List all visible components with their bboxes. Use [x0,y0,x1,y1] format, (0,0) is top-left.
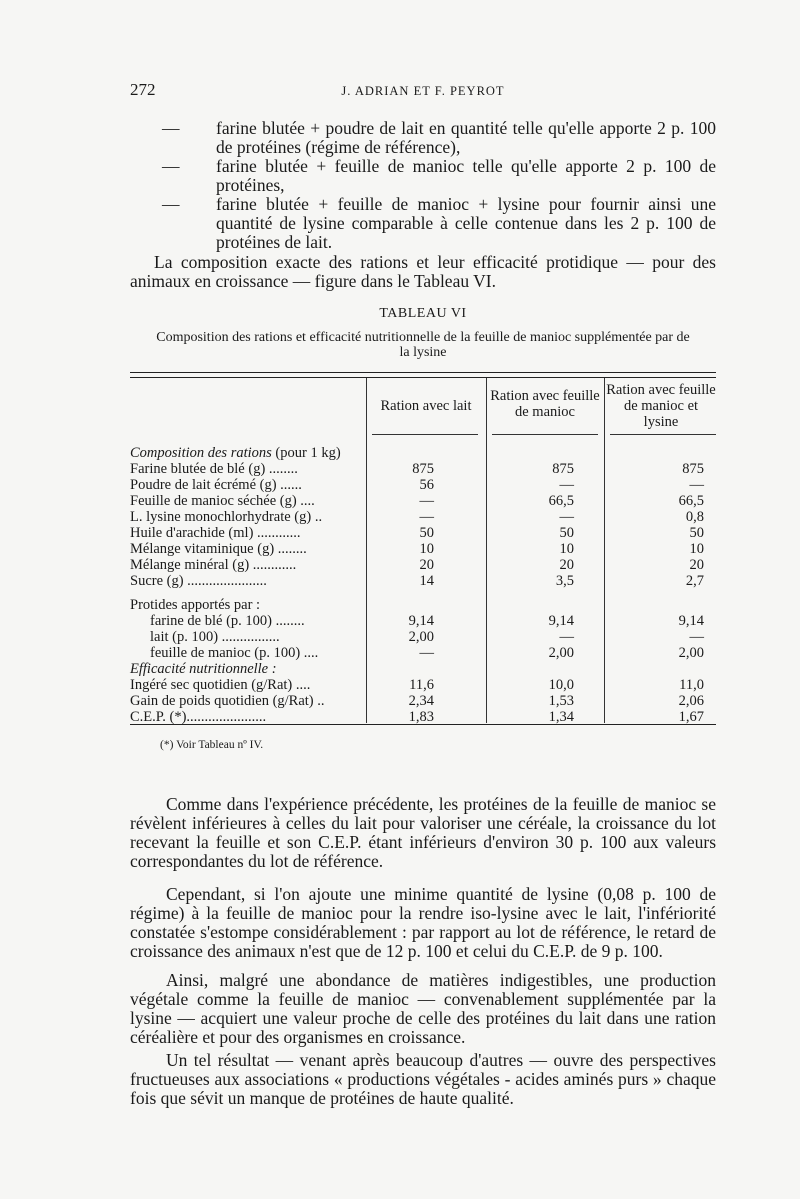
table-footnote: (*) Voir Tableau nº IV. [160,739,264,751]
page-number: 272 [130,80,156,99]
section-heading: Efficacité nutritionnelle : [130,661,277,677]
paragraph: Cependant, si l'on ajoute une minime quantité de lysine (0,08 p. 100 de régime) à la feuille de manioc pour la rendre iso-lysine avec le lait, l'infériorité constatée s'estompe considérablement : par rapport au lot de référence, le retard de croissance des animaux n'est que de 12 p. 100 et celui du C.E.P. de 9 p. 100. [130,884,716,961]
section-heading: Protides apportés par : [130,597,261,613]
diet-list [130,119,716,252]
table-row: Feuille de manioc séchée (g) .... — 66,5 66,5 [130,493,704,509]
running-title: J. ADRIAN ET F. PEYROT [341,84,505,98]
table-top-rule-thin [130,377,716,378]
paragraph: Un tel résultat — venant après beaucoup d'autres — ouvre des perspectives fructueuses aux associations « productions végétales - acides aminés purs » chaque fois que sévit un manque de protéines de haute qualité. [130,1050,716,1108]
list-item: — farine blutée + poudre de lait en quantité telle qu'elle apporte 2 p. 100 de protéines (régime de référence), [162,118,716,157]
table-row: C.E.P. (*)...................... 1,83 1,34 1,67 [130,709,704,725]
intro-paragraph: La composition exacte des rations et leur efficacité protidique — pour des animaux en croissance — figure dans le Tableau VI. [130,252,716,291]
header-underline [372,434,478,435]
table-title: TABLEAU VI [379,306,467,321]
table-row: Sucre (g) ...................... 14 3,5 2,7 [130,573,704,589]
section-heading: Composition des rations (pour 1 kg) [130,445,341,461]
table-row: Poudre de lait écrémé (g) ...... 56 — — [130,477,704,493]
header-underline [610,434,716,435]
table-row: feuille de manioc (p. 100) .... — 2,00 2,00 [150,645,704,661]
table-row: Gain de poids quotidien (g/Rat) .. 2,34 1,53 2,06 [130,693,704,709]
table-row: L. lysine monochlorhydrate (g) .. — — 0,8 [130,509,704,525]
list-item: — farine blutée + feuille de manioc telle qu'elle apporte 2 p. 100 de protéines, [162,156,716,195]
table-bottom-rule [130,724,716,725]
table-row: Ingéré sec quotidien (g/Rat) .... 11,6 10,0 11,0 [130,677,704,693]
table-row: farine de blé (p. 100) ........ 9,14 9,14 9,14 [150,613,704,629]
table-row: Huile d'arachide (ml) ............ 50 50 50 [130,525,704,541]
paragraph: Ainsi, malgré une abondance de matières indigestibles, une production végétale comme la feuille de manioc — convenablement supplémentée par la lysine — acquiert une valeur proche de celle des protéines du lait dans une ration céréalière et pour des organismes en croissance. [130,970,716,1047]
paragraph: Comme dans l'expérience précédente, les protéines de la feuille de manioc se révèlent inférieures à celles du lait pour valoriser une céréale, la croissance du lot recevant la feuille et son C.E.P. étant inférieurs d'environ 30 p. 100 aux valeurs correspondantes du lot de référence. [130,794,716,871]
column-header: Ration avec feuille de manioc [490,388,600,420]
list-item: — farine blutée + feuille de manioc + lysine pour fournir ainsi une quantité de lysine comparable à celle contenue dans les 2 p. 100 de protéines de lait. [162,194,716,252]
page-header [130,80,716,104]
column-header: Ration avec lait [380,398,472,414]
table-top-rule [130,372,716,373]
table-caption: Composition des rations et efficacité nutritionnelle de la feuille de manioc supplémentée par de la lysine [156,330,690,360]
header-underline [492,434,598,435]
table-row: Mélange vitaminique (g) ........ 10 10 10 [130,541,704,557]
table-row: Mélange minéral (g) ............ 20 20 20 [130,557,704,573]
table-row: lait (p. 100) ................ 2,00 — — [150,629,704,645]
table-row: Farine blutée de blé (g) ........ 875 875 875 [130,461,704,477]
column-header: Ration avec feuille de manioc et lysine [606,382,716,430]
